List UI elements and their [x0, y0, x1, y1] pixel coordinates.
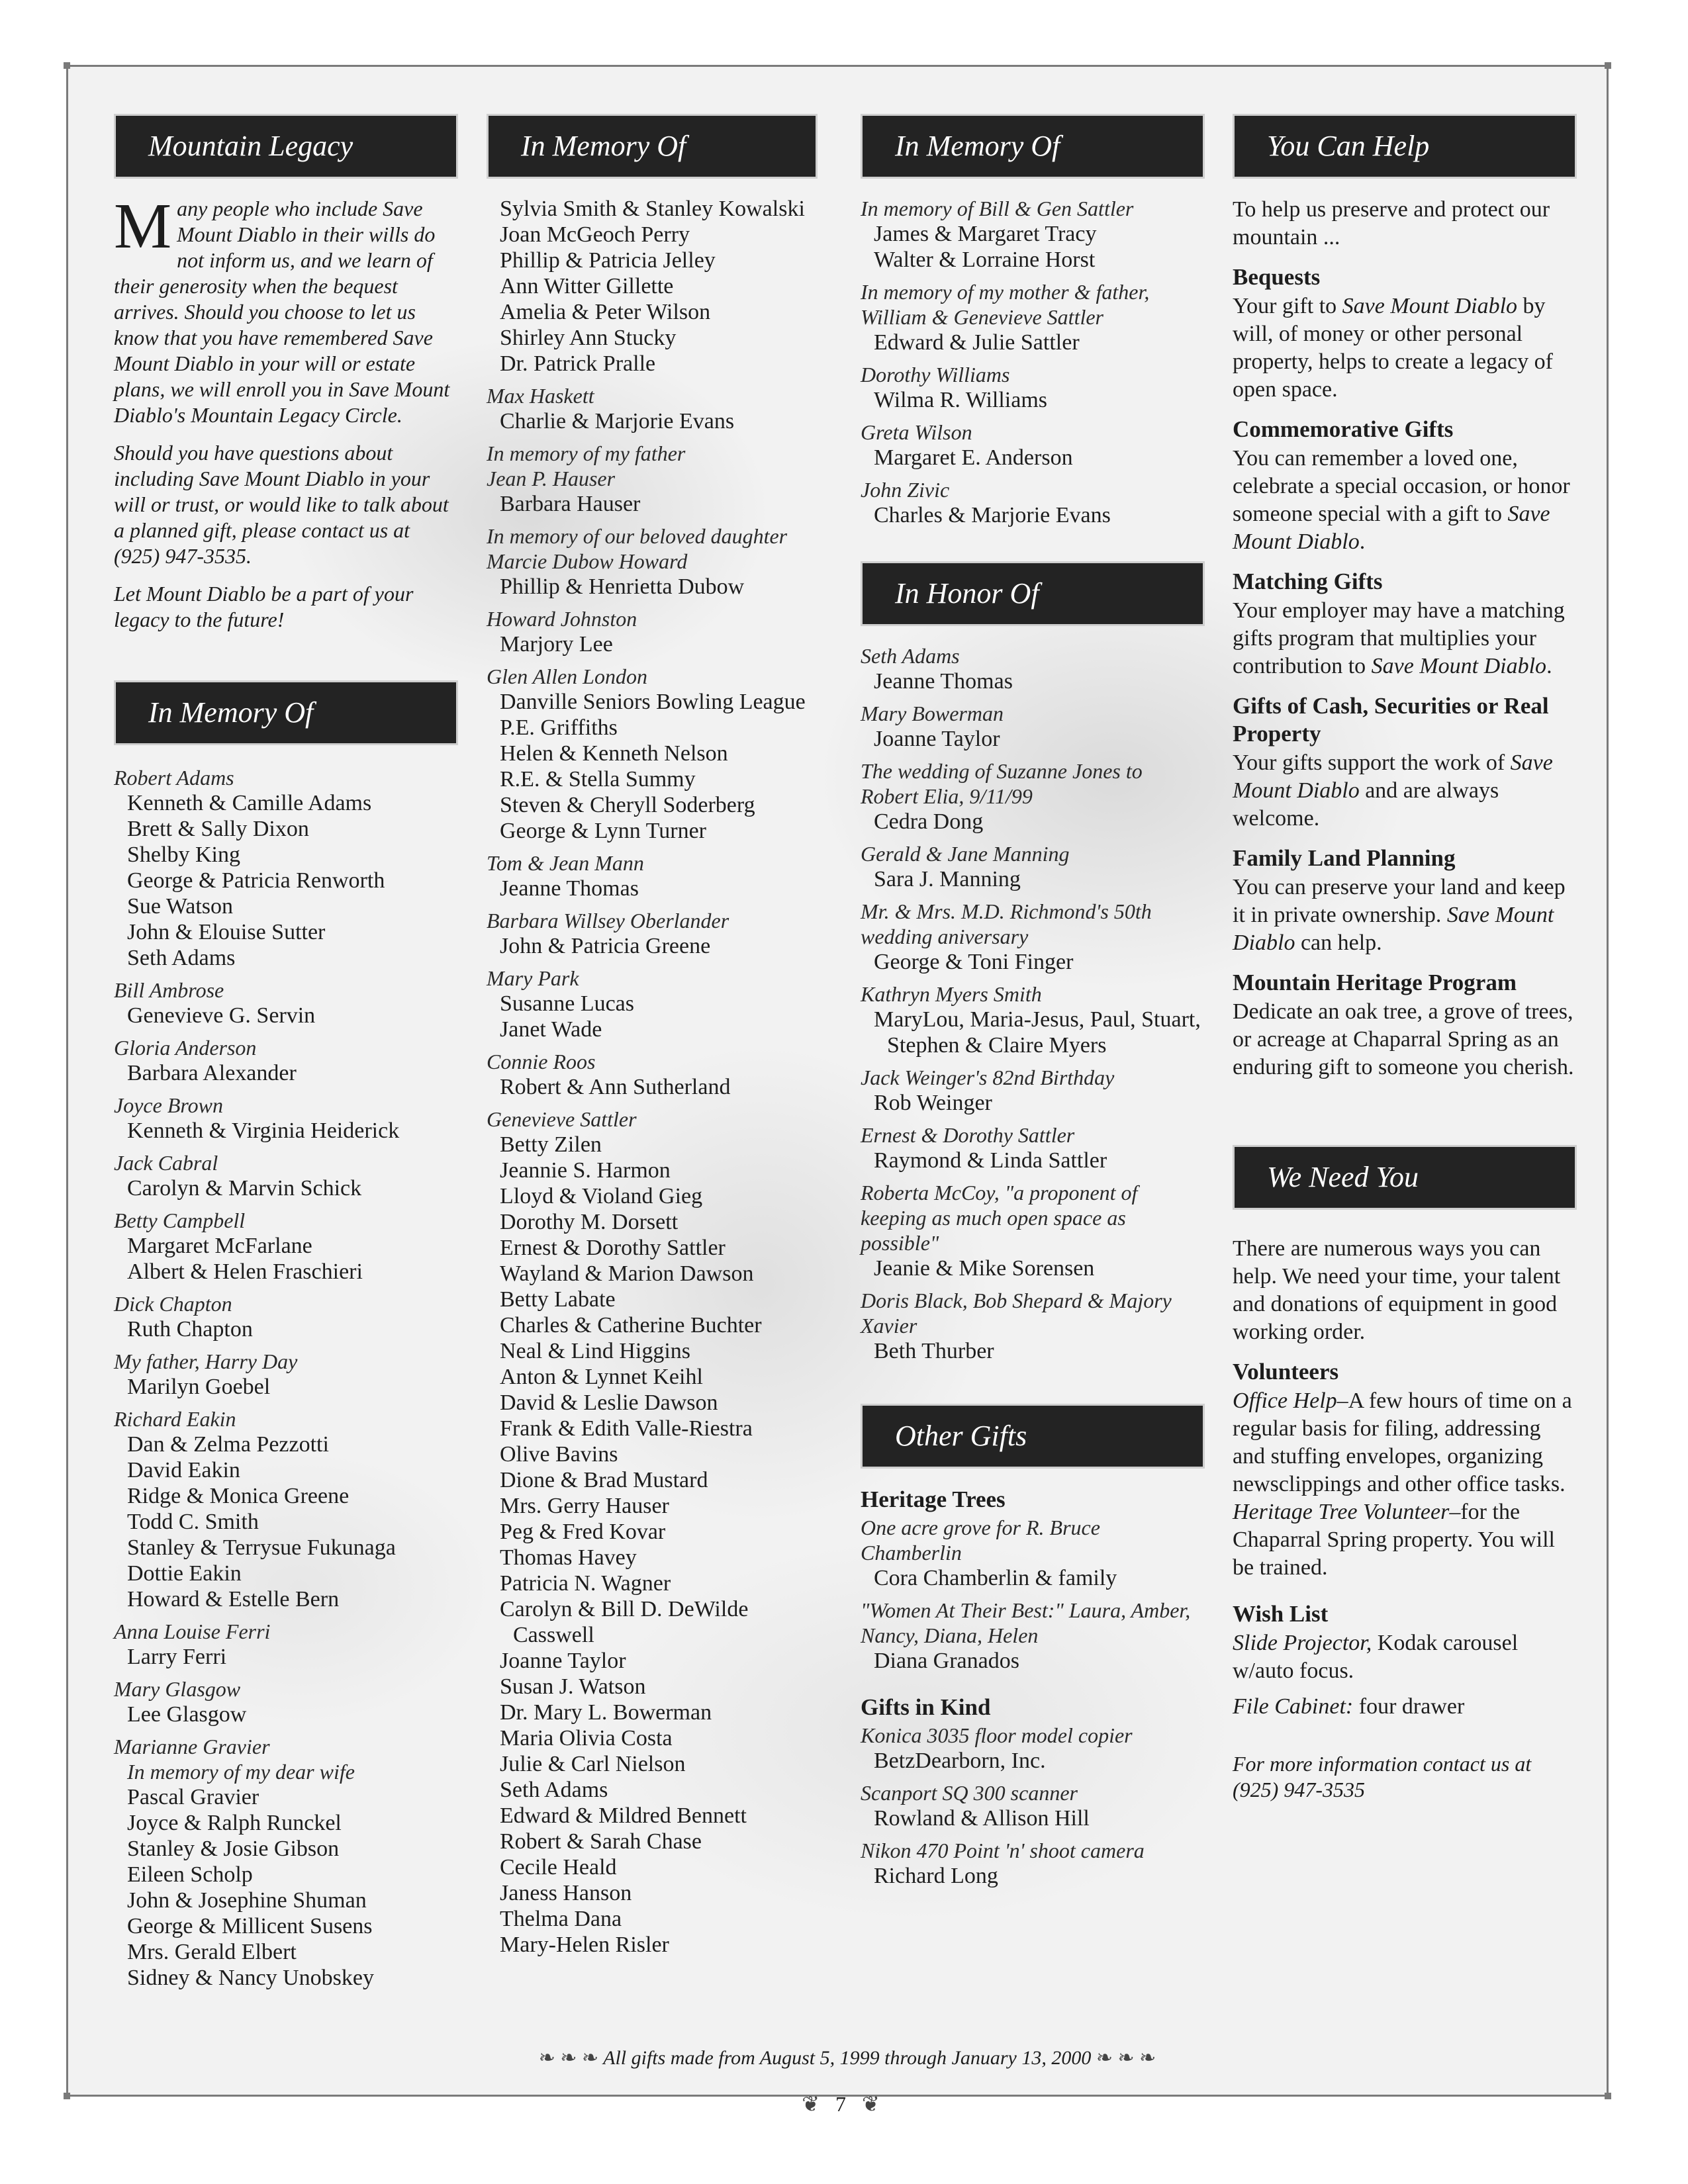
- gift-entry: [487, 196, 818, 377]
- contact-info: For more information contact us at (925) 947-3535: [1233, 1752, 1532, 1801]
- donor-name: Sara J. Manning: [874, 867, 1021, 891]
- honoree-name: Gerald & Jane Manning: [861, 842, 1070, 866]
- gift-entry: [114, 1676, 458, 1727]
- gift-entry: [861, 1180, 1205, 1281]
- gift-entry: [861, 1838, 1205, 1889]
- donor-name: Kenneth & Virginia Heiderick: [127, 1118, 400, 1143]
- donor-name: Rob Weinger: [874, 1091, 992, 1115]
- gift-entry: [861, 841, 1205, 892]
- donor-name: Genevieve G. Servin: [127, 1003, 316, 1028]
- honoree-name: Kathryn Myers Smith: [861, 982, 1042, 1006]
- volunteers-title: Volunteers: [1233, 1359, 1339, 1385]
- donor-name: Dottie Eakin: [127, 1561, 242, 1586]
- donor-name: Barbara Alexander: [127, 1061, 297, 1085]
- donor-name: Olive Bavins: [500, 1442, 618, 1467]
- legacy-paragraph-1: [114, 191, 458, 428]
- donor-name: Maria Olivia Costa: [500, 1726, 673, 1751]
- gift-entry: [487, 850, 818, 901]
- help-section-body: You can preserve your land and keep it in private ownership. Save Mount Diablo can help.: [1233, 875, 1566, 955]
- donor-name: Marjory Lee: [500, 632, 613, 657]
- donor-name: Susanne Lucas: [500, 991, 635, 1016]
- donor-name: Richard Long: [874, 1864, 998, 1888]
- gift-entry: [861, 1288, 1205, 1364]
- frame-corner: [1605, 2093, 1611, 2099]
- donor-name: Ernest & Dorothy Sattler: [500, 1236, 726, 1260]
- gift-entry: [861, 362, 1205, 413]
- donor-name: Steven & Cheryll Soderberg: [500, 793, 755, 817]
- gift-entry: [114, 1291, 458, 1342]
- help-section-body: Dedicate an oak tree, a grove of trees, or acreage at Chaparral Spring as an enduring gift to someone you cherish.: [1233, 999, 1574, 1079]
- gift-entry: [114, 1406, 458, 1612]
- in-memory-of-header-col1: In Memory Of: [114, 680, 458, 745]
- donor-name: John & Josephine Shuman: [127, 1888, 367, 1913]
- honoree-name: Ernest & Dorothy Sattler: [861, 1123, 1075, 1147]
- heritage-tree-volunteer: Heritage Tree Volunteer–for the Chaparral Spring property. You will be trained.: [1233, 1500, 1555, 1580]
- donor-name: Ridge & Monica Greene: [127, 1484, 350, 1508]
- legacy-paragraph-2: Should you have questions about including Save Mount Diablo in your will or trust, or would like to talk about a planned gift, please contact us at (925) 947-3535.: [114, 441, 449, 568]
- gift-entry: [487, 383, 818, 434]
- gift-entry: [861, 1065, 1205, 1116]
- gift-entry: [487, 523, 818, 600]
- donor-name: Larry Ferri: [127, 1645, 227, 1669]
- gift-entry: [861, 196, 1205, 273]
- flourish-icon: ❦: [862, 2092, 880, 2116]
- gift-entry: [861, 1780, 1205, 1831]
- donor-name: Cedra Dong: [874, 809, 984, 834]
- frame-corner: [64, 2093, 70, 2099]
- honoree-name: Betty Campbell: [114, 1208, 246, 1232]
- donor-name: Patricia N. Wagner: [500, 1571, 671, 1596]
- honoree-name: Marcie Dubow Howard: [487, 549, 688, 573]
- we-need-you-header: We Need You: [1233, 1145, 1577, 1210]
- memory-list-col3: [861, 196, 1205, 528]
- donor-name: Edward & Mildred Bennett: [500, 1803, 747, 1828]
- donor-name: Charles & Catherine Buchter: [500, 1313, 762, 1338]
- donor-name: George & Millicent Susens: [127, 1914, 373, 1938]
- honoree-name: Jack Weinger's 82nd Birthday: [861, 1066, 1115, 1089]
- kind-list: [861, 1723, 1205, 1889]
- honoree-name: Greta Wilson: [861, 420, 972, 444]
- legacy-paragraph-3: Let Mount Diablo be a part of your legacy to the future!: [114, 582, 414, 631]
- honoree-name: One acre grove for R. Bruce Chamberlin: [861, 1516, 1100, 1565]
- donor-name: Carolyn & Bill D. DeWilde Casswell: [500, 1597, 749, 1647]
- donor-name: Barbara Hauser: [500, 492, 641, 516]
- gift-entry: [861, 1515, 1205, 1591]
- honoree-name: Mr. & Mrs. M.D. Richmond's 50th wedding aniversary: [861, 899, 1152, 948]
- donor-name: Shirley Ann Stucky: [500, 326, 677, 350]
- gift-entry: [861, 1598, 1205, 1674]
- gift-entry: [861, 643, 1205, 694]
- gift-entry: [114, 1150, 458, 1201]
- gift-entry: [114, 1734, 458, 1991]
- honoree-name: Glen Allen London: [487, 664, 647, 688]
- honoree-name: Nikon 470 Point 'n' shoot camera: [861, 1839, 1145, 1862]
- wish-item-cabinet: File Cabinet: four drawer: [1233, 1694, 1465, 1719]
- honoree-name: Mary Glasgow: [114, 1677, 241, 1701]
- honoree-name: Dorothy Williams: [861, 363, 1010, 387]
- honoree-name: My father, Harry Day: [114, 1349, 298, 1373]
- gift-entry: [114, 1093, 458, 1144]
- donor-name: Neal & Lind Higgins: [500, 1339, 691, 1363]
- honoree-name: Jack Cabral: [114, 1151, 218, 1175]
- donor-name: Todd C. Smith: [127, 1510, 259, 1534]
- donor-name: Edward & Julie Sattler: [874, 330, 1080, 355]
- column-4: [1233, 114, 1577, 1815]
- donor-name: Phillip & Henrietta Dubow: [500, 574, 745, 599]
- legacy-p1-text: any people who include Save Mount Diablo in their wills do not inform us, and we learn of their generosity when the bequest arrives. Should you choose to let us know that you have remembered Save Mount Diablo in your will or estate plans, we will enroll you in Save Mount Diablo's Mountain Legacy Circle.: [114, 197, 450, 427]
- help-sections: [1233, 263, 1577, 1081]
- help-section-body: Your gifts support the work of Save Mount Diablo and are always welcome.: [1233, 751, 1553, 831]
- donor-name: Sidney & Nancy Unobskey: [127, 1966, 375, 1990]
- honoree-name: Robert Adams: [114, 766, 234, 790]
- donor-name: Danville Seniors Bowling League: [500, 690, 806, 714]
- donor-name: Raymond & Linda Sattler: [874, 1148, 1107, 1173]
- honoree-name: Jean P. Hauser: [487, 467, 616, 490]
- donor-name: Charlie & Marjorie Evans: [500, 409, 735, 433]
- donor-name: Charles & Marjorie Evans: [874, 503, 1111, 527]
- donor-name: Susan J. Watson: [500, 1674, 646, 1699]
- donor-name: Seth Adams: [127, 946, 236, 970]
- gift-entry: [861, 758, 1205, 835]
- page-number: ❦ 7 ❦: [802, 2092, 880, 2116]
- donor-name: Thelma Dana: [500, 1907, 622, 1931]
- gift-entry: [487, 1049, 818, 1100]
- donor-name: Dorothy M. Dorsett: [500, 1210, 679, 1234]
- donor-name: Margaret McFarlane: [127, 1234, 312, 1258]
- frame-corner: [64, 62, 70, 69]
- heritage-trees-title: Heritage Trees: [861, 1486, 1006, 1512]
- donor-name: Jeannie S. Harmon: [500, 1158, 671, 1183]
- honoree-name: In memory of my father: [487, 441, 686, 465]
- gift-entry: [487, 664, 818, 844]
- donor-name: Stanley & Terrysue Fukunaga: [127, 1535, 396, 1560]
- help-section-title: Mountain Heritage Program: [1233, 970, 1517, 995]
- donor-name: Frank & Edith Valle-Riestra: [500, 1416, 753, 1441]
- honoree-name: Joyce Brown: [114, 1093, 223, 1117]
- help-intro: To help us preserve and protect our mountain ...: [1233, 197, 1550, 250]
- honoree-name: Roberta McCoy, "a proponent of keeping as much open space as possible": [861, 1181, 1138, 1255]
- donor-name: Cora Chamberlin & family: [874, 1566, 1117, 1590]
- donor-name: David & Leslie Dawson: [500, 1390, 718, 1415]
- honoree-name: Scanport SQ 300 scanner: [861, 1781, 1078, 1805]
- donor-name: George & Lynn Turner: [500, 819, 706, 843]
- donor-name: Peg & Fred Kovar: [500, 1520, 666, 1544]
- donor-name: Brett & Sally Dixon: [127, 817, 309, 841]
- donor-name: Ruth Chapton: [127, 1317, 253, 1342]
- donor-name: Dan & Zelma Pezzotti: [127, 1432, 329, 1457]
- gift-entry: [114, 1349, 458, 1400]
- donor-name: Jeanne Thomas: [500, 876, 639, 901]
- wish-list-title: Wish List: [1233, 1601, 1329, 1627]
- donor-name: Thomas Havey: [500, 1545, 637, 1570]
- honoree-name: Doris Black, Bob Shepard & Majory Xavier: [861, 1289, 1172, 1338]
- donor-name: BetzDearborn, Inc.: [874, 1749, 1046, 1773]
- donor-name: Joan McGeoch Perry: [500, 222, 690, 247]
- gift-entry: [861, 279, 1205, 355]
- honoree-name: Howard Johnston: [487, 607, 637, 631]
- donor-name: Marilyn Goebel: [127, 1375, 271, 1399]
- help-section-title: Bequests: [1233, 264, 1321, 290]
- donor-name: Janess Hanson: [500, 1881, 632, 1905]
- honoree-name: In memory of my mother & father, William & Genevieve Sattler: [861, 280, 1150, 329]
- mountain-legacy-header: Mountain Legacy: [114, 114, 458, 179]
- need-intro: There are numerous ways you can help. We need your time, your talent and donations of equipment in good working order.: [1233, 1236, 1561, 1344]
- donor-name: Stanley & Josie Gibson: [127, 1837, 340, 1861]
- heritage-list: [861, 1515, 1205, 1674]
- column-3: [861, 114, 1205, 1895]
- donor-name: Amelia & Peter Wilson: [500, 300, 711, 324]
- donor-name: Jeanne Thomas: [874, 669, 1013, 694]
- donor-name: Lee Glasgow: [127, 1702, 247, 1727]
- honoree-name: Tom & Jean Mann: [487, 851, 644, 875]
- drop-cap: M: [114, 191, 172, 262]
- gift-entry: [487, 1107, 818, 1958]
- donor-name: Seth Adams: [500, 1778, 608, 1802]
- gift-entry: [861, 899, 1205, 975]
- help-section-title: Matching Gifts: [1233, 569, 1383, 594]
- help-section-body: Your gift to Save Mount Diablo by will, of money or other personal property, helps to create a legacy of open space.: [1233, 294, 1553, 402]
- donor-name: Sue Watson: [127, 894, 234, 919]
- memory-list-col2: [487, 196, 818, 1958]
- donor-name: Janet Wade: [500, 1017, 602, 1042]
- donor-name: Walter & Lorraine Horst: [874, 248, 1096, 272]
- donor-name: Helen & Kenneth Nelson: [500, 741, 728, 766]
- donor-name: Dr. Mary L. Bowerman: [500, 1700, 712, 1725]
- donor-name: Mrs. Gerry Hauser: [500, 1494, 669, 1518]
- gift-entry: [114, 1619, 458, 1670]
- donor-name: P.E. Griffiths: [500, 715, 618, 740]
- gift-entry: [114, 1035, 458, 1086]
- entry-note: In memory of my dear wife: [127, 1760, 355, 1784]
- in-memory-of-header-col2: In Memory Of: [487, 114, 818, 179]
- office-help: Office Help–A few hours of time on a regular basis for filing, addressing and stuffing envelopes, organizing newsclippings and other office tasks.: [1233, 1388, 1572, 1496]
- gift-entry: [861, 477, 1205, 528]
- honoree-name: Mary Bowerman: [861, 702, 1004, 725]
- gift-entry: [487, 606, 818, 657]
- gift-entry: [114, 978, 458, 1028]
- donor-name: Rowland & Allison Hill: [874, 1806, 1090, 1831]
- honoree-name: Genevieve Sattler: [487, 1107, 637, 1131]
- honoree-name: Gloria Anderson: [114, 1036, 257, 1060]
- help-section-title: Family Land Planning: [1233, 845, 1456, 871]
- donor-name: Anton & Lynnet Keihl: [500, 1365, 703, 1389]
- help-section-title: Commemorative Gifts: [1233, 416, 1454, 442]
- honoree-name: Barbara Willsey Oberlander: [487, 909, 729, 933]
- donor-name: George & Patricia Renworth: [127, 868, 385, 893]
- honoree-name: Konica 3035 floor model copier: [861, 1723, 1133, 1747]
- honoree-name: Anna Louise Ferri: [114, 1619, 271, 1643]
- wish-item-projector: Slide Projector, Kodak carousel w/auto focus.: [1233, 1631, 1519, 1683]
- help-section-title: Gifts of Cash, Securities or Real Property: [1233, 693, 1549, 747]
- donor-name: Wayland & Marion Dawson: [500, 1261, 754, 1286]
- donor-name: Joanne Taylor: [500, 1649, 626, 1673]
- gifts-in-kind-title: Gifts in Kind: [861, 1694, 991, 1720]
- donor-name: George & Toni Finger: [874, 950, 1074, 974]
- donor-name: James & Margaret Tracy: [874, 222, 1097, 246]
- donor-name: Robert & Ann Sutherland: [500, 1075, 731, 1099]
- donor-name: Dione & Brad Mustard: [500, 1468, 708, 1492]
- honoree-name: Connie Roos: [487, 1050, 596, 1073]
- honoree-name: "Women At Their Best:" Laura, Amber, Nancy, Diana, Helen: [861, 1598, 1191, 1647]
- honoree-name: Dick Chapton: [114, 1292, 232, 1316]
- honoree-name: Bill Ambrose: [114, 978, 224, 1002]
- donor-name: Robert & Sarah Chase: [500, 1829, 702, 1854]
- you-can-help-header: You Can Help: [1233, 114, 1577, 179]
- gifts-date-note: ❧ ❧ ❧ All gifts made from August 5, 1999 through January 13, 2000 ❧ ❧ ❧: [538, 2047, 1156, 2069]
- honoree-name: In memory of our beloved daughter: [487, 524, 788, 548]
- honoree-name: John Zivic: [861, 478, 950, 502]
- help-section-body: Your employer may have a matching gifts program that multiplies your contribution to Save Mount Diablo.: [1233, 598, 1565, 678]
- gift-entry: [861, 420, 1205, 471]
- donor-name: Shelby King: [127, 842, 240, 867]
- donor-name: John & Patricia Greene: [500, 934, 711, 958]
- donor-name: Mrs. Gerald Elbert: [127, 1940, 297, 1964]
- honoree-name: Max Haskett: [487, 384, 594, 408]
- gift-entry: [861, 981, 1205, 1058]
- gift-entry: [861, 701, 1205, 752]
- donor-name: Kenneth & Camille Adams: [127, 791, 372, 815]
- other-gifts-header: Other Gifts: [861, 1404, 1205, 1469]
- memory-list-col1: [114, 765, 458, 1991]
- honoree-name: In memory of Bill & Gen Sattler: [861, 197, 1134, 220]
- help-section-body: You can remember a loved one, celebrate a special occasion, or honor someone special with a gift to Save Mount Diablo.: [1233, 446, 1570, 554]
- donor-name: Betty Zilen: [500, 1132, 602, 1157]
- in-memory-of-header-col3: In Memory Of: [861, 114, 1205, 179]
- donor-name: Julie & Carl Nielson: [500, 1752, 686, 1776]
- donor-name: David Eakin: [127, 1458, 240, 1482]
- in-honor-of-header: In Honor Of: [861, 561, 1205, 626]
- donor-name: Beth Thurber: [874, 1339, 994, 1363]
- gift-entry: [861, 1723, 1205, 1774]
- gift-entry: [861, 1122, 1205, 1173]
- flourish-icon: ❦: [802, 2092, 820, 2116]
- column-2: [487, 114, 818, 1964]
- donor-name: Carolyn & Marvin Schick: [127, 1176, 362, 1201]
- donor-name: Cecile Heald: [500, 1855, 617, 1880]
- donor-name: Albert & Helen Fraschieri: [127, 1259, 363, 1284]
- honoree-name: The wedding of Suzanne Jones to Robert Elia, 9/11/99: [861, 759, 1143, 808]
- donor-name: Dr. Patrick Pralle: [500, 351, 656, 376]
- donor-name: Eileen Scholp: [127, 1862, 253, 1887]
- donor-name: MaryLou, Maria-Jesus, Paul, Stuart, Stephen & Claire Myers: [874, 1007, 1201, 1058]
- gift-entry: [114, 1208, 458, 1285]
- gift-entry: [114, 765, 458, 971]
- donor-name: Betty Labate: [500, 1287, 616, 1312]
- gift-entry: [487, 966, 818, 1042]
- gift-entry: [487, 908, 818, 959]
- donor-name: Sylvia Smith & Stanley Kowalski: [500, 197, 805, 221]
- donor-name: Lloyd & Violand Gieg: [500, 1184, 703, 1208]
- donor-name: Diana Granados: [874, 1649, 1019, 1673]
- donor-name: Mary-Helen Risler: [500, 1933, 669, 1957]
- leaf-ornament-icon: ❧ ❧ ❧: [1096, 2047, 1156, 2069]
- donor-name: Howard & Estelle Bern: [127, 1587, 340, 1612]
- honor-list: [861, 643, 1205, 1364]
- frame-corner: [1605, 62, 1611, 69]
- donor-name: Joanne Taylor: [874, 727, 1000, 751]
- donor-name: R.E. & Stella Summy: [500, 767, 696, 792]
- donor-name: Jeanie & Mike Sorensen: [874, 1256, 1095, 1281]
- donor-name: Pascal Gravier: [127, 1785, 259, 1809]
- donor-name: Wilma R. Williams: [874, 388, 1048, 412]
- donor-name: Joyce & Ralph Runckel: [127, 1811, 342, 1835]
- column-1: [114, 114, 458, 1997]
- honoree-name: Richard Eakin: [114, 1407, 236, 1431]
- honoree-name: Seth Adams: [861, 644, 960, 668]
- donor-name: Margaret E. Anderson: [874, 445, 1073, 470]
- leaf-ornament-icon: ❧ ❧ ❧: [538, 2047, 599, 2069]
- donor-name: John & Elouise Sutter: [127, 920, 326, 944]
- donor-name: Phillip & Patricia Jelley: [500, 248, 716, 273]
- donor-name: Ann Witter Gillette: [500, 274, 674, 298]
- honoree-name: Mary Park: [487, 966, 579, 990]
- honoree-name: Marianne Gravier: [114, 1735, 270, 1758]
- gift-entry: [487, 441, 818, 517]
